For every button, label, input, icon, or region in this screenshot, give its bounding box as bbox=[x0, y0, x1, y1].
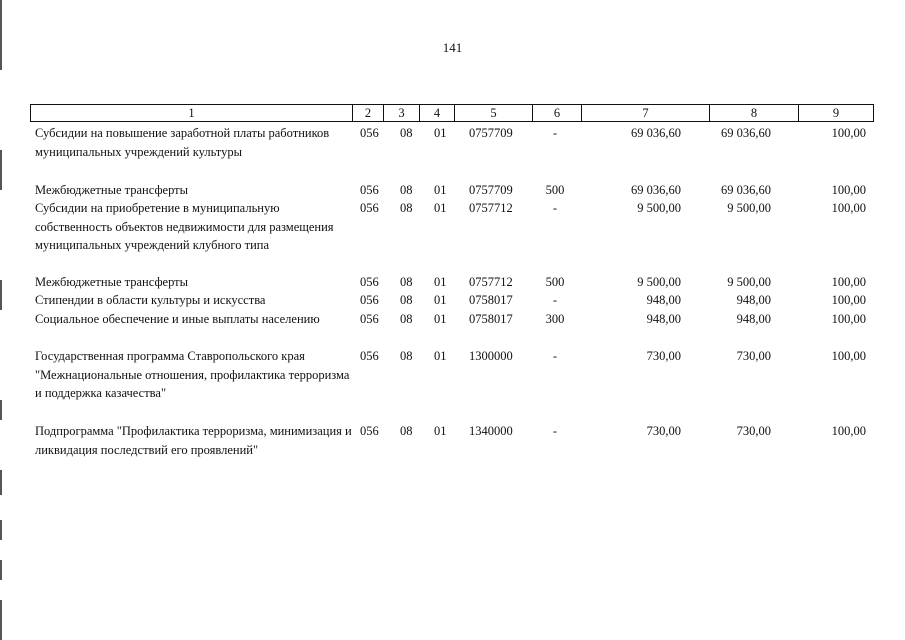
row-target: 0758017 bbox=[469, 312, 513, 326]
row-name: Стипендии в области культуры и искусства bbox=[35, 293, 266, 307]
row-subsection: 01 bbox=[434, 201, 447, 215]
row-section: 08 bbox=[400, 312, 413, 326]
row-code: 056 bbox=[360, 312, 379, 326]
header-cell: 8 bbox=[709, 104, 798, 122]
row-value-8: 69 036,60 bbox=[721, 126, 771, 140]
row-subsection: 01 bbox=[434, 275, 447, 289]
row-value-9: 100,00 bbox=[831, 349, 866, 363]
row-value-9: 100,00 bbox=[831, 201, 866, 215]
row-section: 08 bbox=[400, 183, 413, 197]
row-value-7: 9 500,00 bbox=[637, 201, 681, 215]
row-type: - bbox=[552, 201, 558, 215]
scan-edge-mark bbox=[0, 0, 2, 70]
row-value-8: 948,00 bbox=[736, 293, 771, 307]
header-cell: 9 bbox=[798, 104, 874, 122]
row-target: 0757709 bbox=[469, 183, 513, 197]
row-type: 300 bbox=[545, 312, 565, 326]
row-section: 08 bbox=[400, 201, 413, 215]
row-value-8: 9 500,00 bbox=[727, 201, 771, 215]
row-name: Межбюджетные трансферты bbox=[35, 275, 189, 289]
row-value-7: 730,00 bbox=[646, 424, 681, 438]
row-subsection: 01 bbox=[434, 293, 447, 307]
row-code: 056 bbox=[360, 424, 379, 438]
row-section: 08 bbox=[400, 293, 413, 307]
row-value-7: 9 500,00 bbox=[637, 275, 681, 289]
row-type: - bbox=[552, 293, 558, 307]
scan-edge-mark bbox=[0, 400, 2, 420]
row-value-8: 730,00 bbox=[736, 424, 771, 438]
row-value-9: 100,00 bbox=[831, 183, 866, 197]
header-cell: 1 bbox=[30, 104, 352, 122]
row-value-8: 69 036,60 bbox=[721, 183, 771, 197]
scan-edge-mark bbox=[0, 280, 2, 310]
row-value-7: 69 036,60 bbox=[631, 126, 681, 140]
scan-edge-mark bbox=[0, 150, 2, 190]
row-value-9: 100,00 bbox=[831, 424, 866, 438]
row-code: 056 bbox=[360, 126, 379, 140]
row-name: Государственная программа Ставропольского края "Межнациональные отношения, профилактика терроризма и поддержка казачества" bbox=[35, 349, 350, 400]
row-value-9: 100,00 bbox=[831, 312, 866, 326]
row-name: Межбюджетные трансферты bbox=[35, 183, 189, 197]
row-target: 1340000 bbox=[469, 424, 513, 438]
row-subsection: 01 bbox=[434, 126, 447, 140]
scan-edge-mark bbox=[0, 560, 2, 580]
scan-edge-mark bbox=[0, 520, 2, 540]
row-target: 0758017 bbox=[469, 293, 513, 307]
table-header bbox=[30, 104, 873, 121]
row-value-9: 100,00 bbox=[831, 126, 866, 140]
row-value-7: 69 036,60 bbox=[631, 183, 681, 197]
header-cell: 6 bbox=[532, 104, 581, 122]
row-target: 0757712 bbox=[469, 201, 513, 215]
row-section: 08 bbox=[400, 424, 413, 438]
row-name: Социальное обеспечение и иные выплаты населению bbox=[35, 312, 320, 326]
row-type: - bbox=[552, 424, 558, 438]
row-code: 056 bbox=[360, 349, 379, 363]
row-section: 08 bbox=[400, 275, 413, 289]
row-code: 056 bbox=[360, 293, 379, 307]
row-value-7: 948,00 bbox=[646, 312, 681, 326]
header-cell: 5 bbox=[454, 104, 532, 122]
row-name: Подпрограмма "Профилактика терроризма, минимизация и ликвидация последствий его проявлений" bbox=[35, 424, 352, 457]
scan-edge-mark bbox=[0, 470, 2, 495]
row-subsection: 01 bbox=[434, 349, 447, 363]
row-type: - bbox=[552, 126, 558, 140]
header-cell: 4 bbox=[419, 104, 454, 122]
page-number: 141 bbox=[442, 40, 463, 55]
row-code: 056 bbox=[360, 275, 379, 289]
row-value-8: 730,00 bbox=[736, 349, 771, 363]
row-target: 0757709 bbox=[469, 126, 513, 140]
scan-edge-mark bbox=[0, 600, 2, 640]
row-name: Субсидии на приобретение в муниципальную собственность объектов недвижимости для размещения муниципальных учреждений клубного типа bbox=[35, 201, 334, 252]
row-value-8: 9 500,00 bbox=[727, 275, 771, 289]
row-subsection: 01 bbox=[434, 312, 447, 326]
row-code: 056 bbox=[360, 201, 379, 215]
row-type: - bbox=[552, 349, 558, 363]
row-code: 056 bbox=[360, 183, 379, 197]
row-value-9: 100,00 bbox=[831, 275, 866, 289]
header-cell: 2 bbox=[352, 104, 383, 122]
row-section: 08 bbox=[400, 349, 413, 363]
row-subsection: 01 bbox=[434, 424, 447, 438]
row-target: 0757712 bbox=[469, 275, 513, 289]
row-name: Субсидии на повышение заработной платы работников муниципальных учреждений культуры bbox=[35, 126, 330, 159]
row-value-9: 100,00 bbox=[831, 293, 866, 307]
row-value-7: 948,00 bbox=[646, 293, 681, 307]
header-cell: 7 bbox=[581, 104, 709, 122]
row-type: 500 bbox=[545, 183, 565, 197]
row-subsection: 01 bbox=[434, 183, 447, 197]
row-section: 08 bbox=[400, 126, 413, 140]
row-type: 500 bbox=[545, 275, 565, 289]
header-cell: 3 bbox=[383, 104, 419, 122]
row-value-7: 730,00 bbox=[646, 349, 681, 363]
row-value-8: 948,00 bbox=[736, 312, 771, 326]
row-target: 1300000 bbox=[469, 349, 513, 363]
